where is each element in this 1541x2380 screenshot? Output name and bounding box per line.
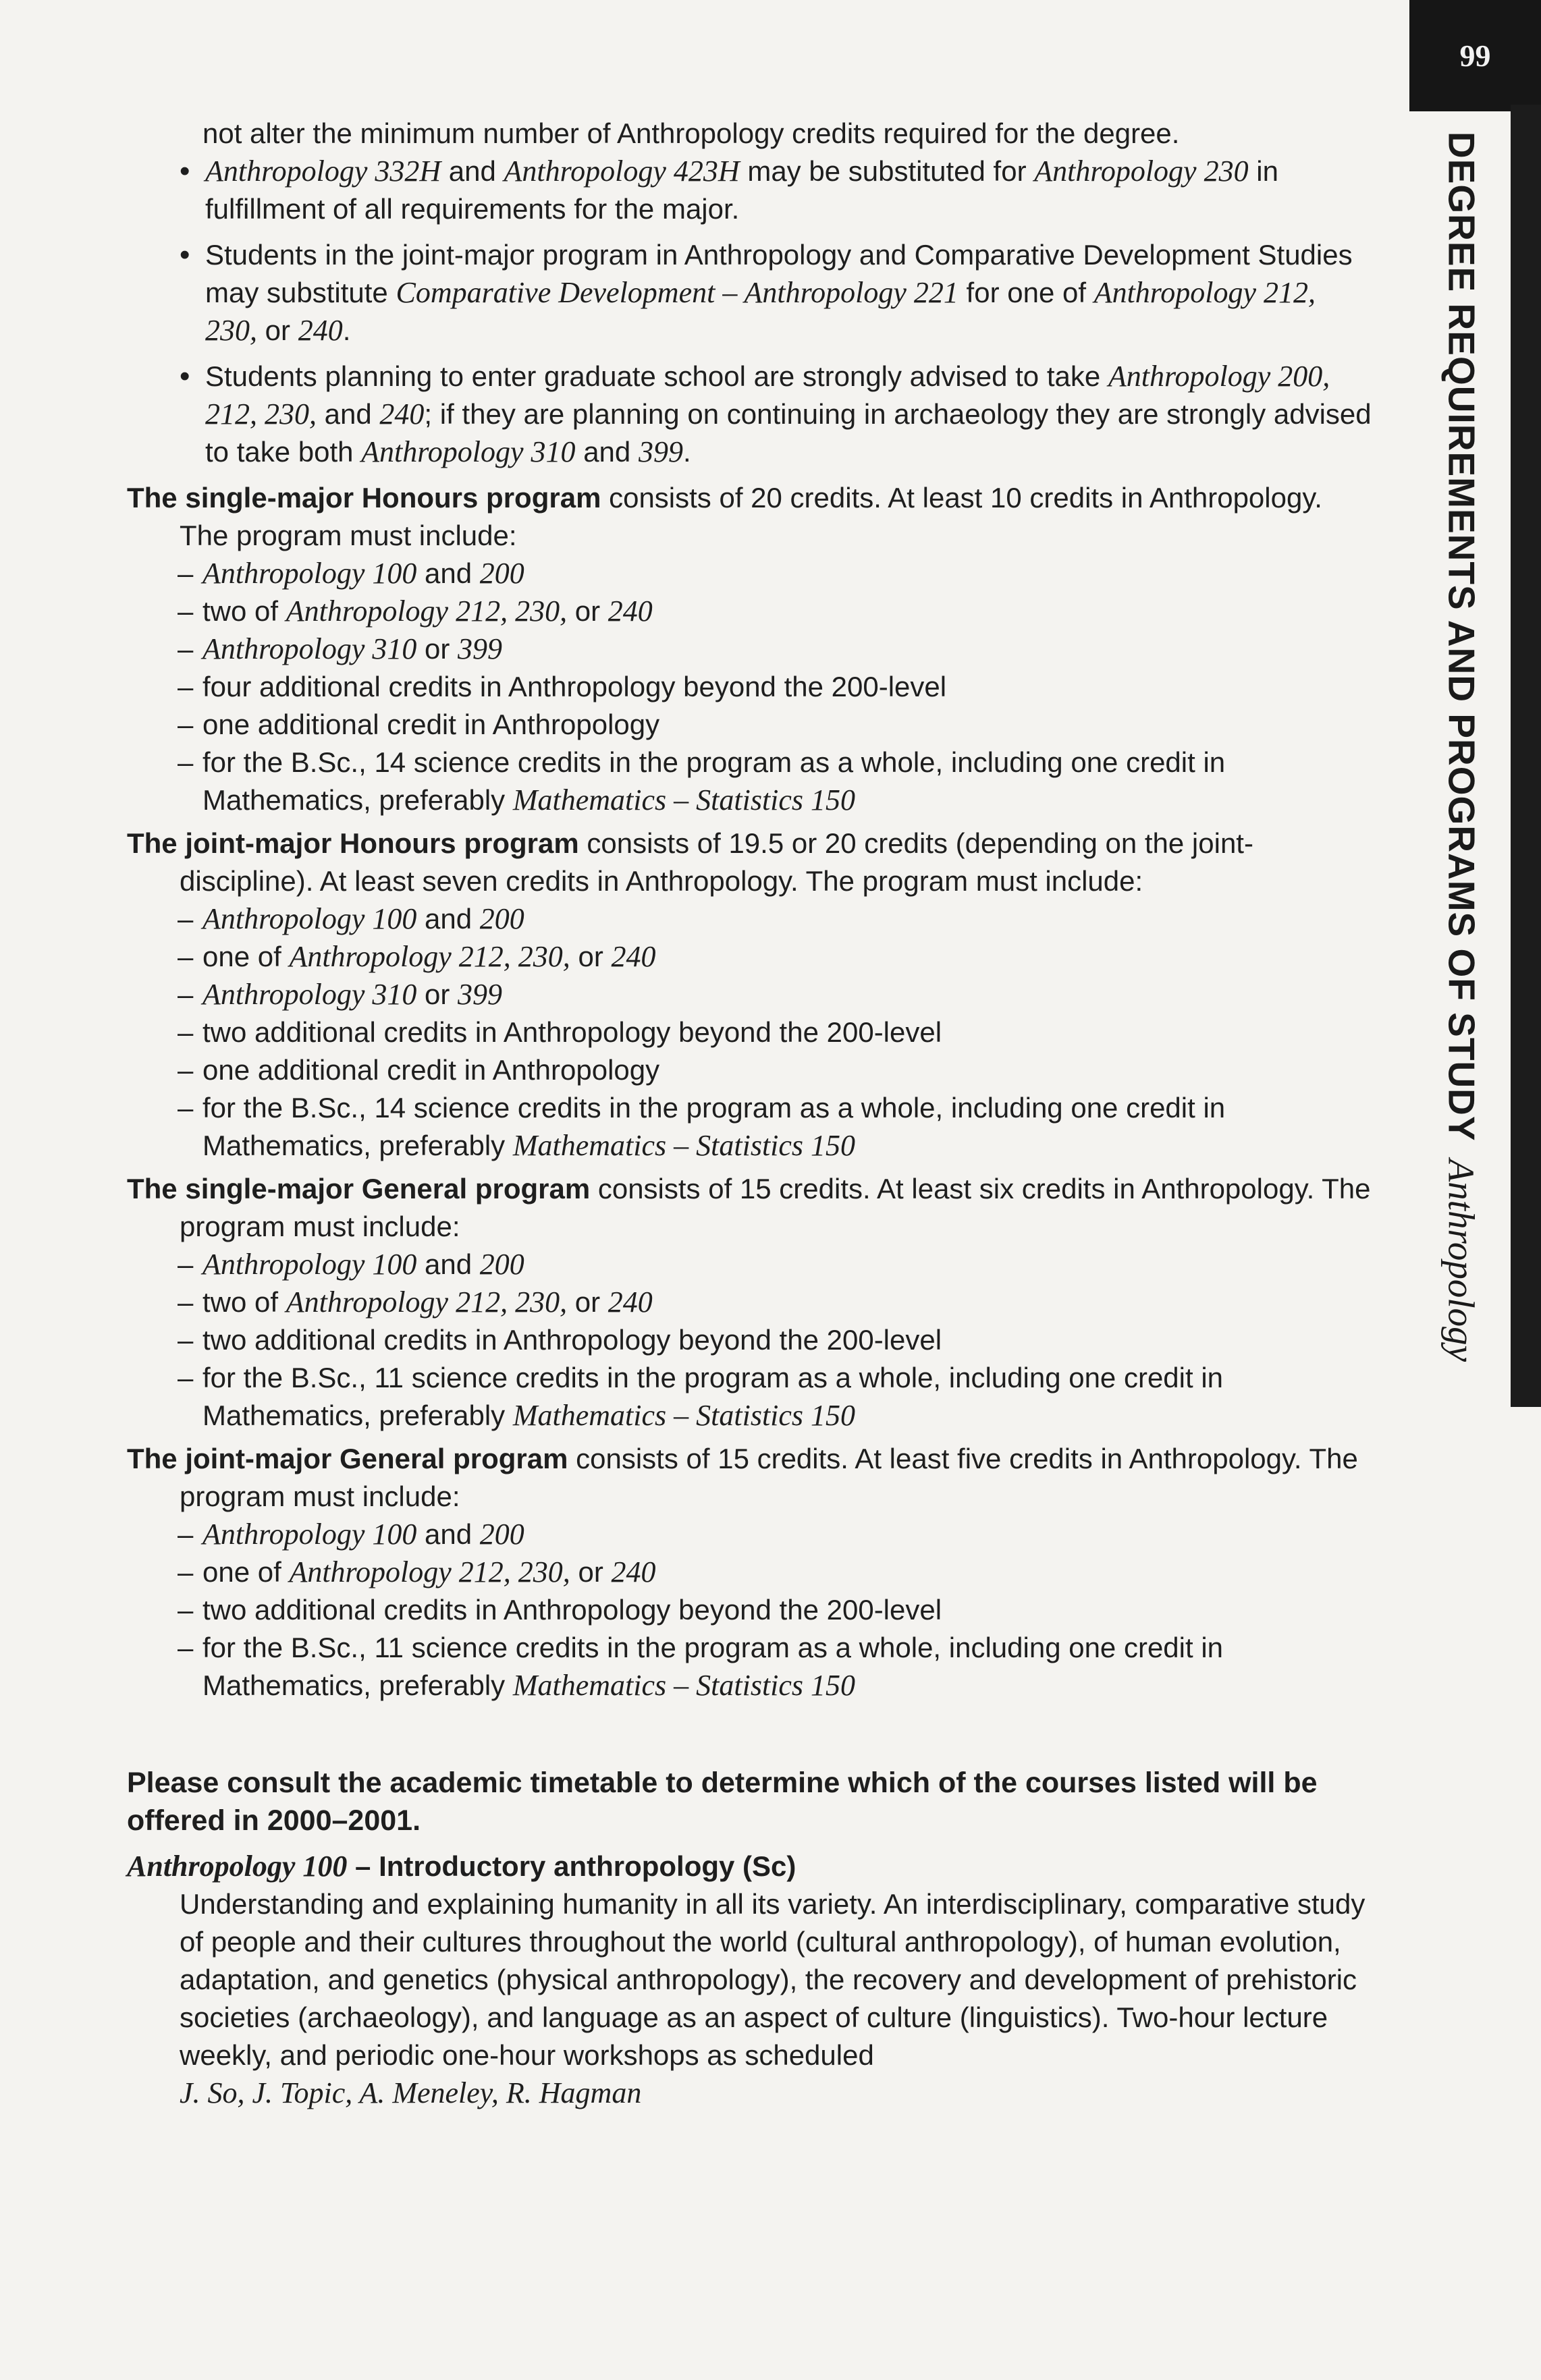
requirement-item: – for the B.Sc., 14 science credits in the program as a whole, including one credit in Mathematics, preferably Mathematics – Statistics 150	[127, 744, 1372, 819]
requirement-item: – one of Anthropology 212, 230, or 240	[127, 938, 1372, 976]
requirement-item: – one of Anthropology 212, 230, or 240	[127, 1553, 1372, 1591]
program-single-major-general: The single-major General program consists of 15 credits. At least six credits in Anthropology. The program must include:	[127, 1173, 1371, 1242]
bullet-item: • Anthropology 332H and Anthropology 423H may be substituted for Anthropology 230 in fulfillment of all requirements for the major.	[127, 153, 1372, 228]
page-content	[127, 115, 1372, 2112]
bullet-item: • Students in the joint-major program in Anthropology and Comparative Development Studies may substitute Comparative Development – Anthropology 221 for one of Anthropology 212, 230, or 240.	[127, 236, 1372, 350]
running-head	[1438, 132, 1486, 1362]
requirement-item: – for the B.Sc., 11 science credits in the program as a whole, including one credit in Mathematics, preferably Mathematics – Statistics 150	[127, 1359, 1372, 1435]
course-description: Understanding and explaining humanity in all its variety. An interdisciplinary, comparative study of people and their cultures throughout the world (cultural anthropology), of human evolution, adaptation, and genetics (physical anthropology), the recovery and development of prehistoric societies (archaeology), and language as an aspect of culture (linguistics). Two-hour lecture weekly, and periodic one-hour workshops as scheduled	[180, 1888, 1366, 2071]
requirement-item: – two of Anthropology 212, 230, or 240	[127, 592, 1372, 630]
running-head-subject: Anthropology	[1440, 1159, 1482, 1362]
course-title: Anthropology 100 – Introductory anthropology (Sc)	[127, 1850, 796, 1883]
requirement-item: – Anthropology 100 and 200	[127, 1246, 1372, 1283]
course-instructors: J. So, J. Topic, A. Meneley, R. Hagman	[180, 2076, 642, 2109]
requirement-item: – Anthropology 310 or 399	[127, 630, 1372, 668]
program-joint-major-honours: The joint-major Honours program consists of 19.5 or 20 credits (depending on the joint-discipline). At least seven credits in Anthropology. The program must include:	[127, 827, 1253, 897]
running-head-section: DEGREE REQUIREMENTS AND PROGRAMS OF STUDY	[1440, 132, 1483, 1142]
page-number: 99	[1409, 0, 1541, 111]
requirement-item: – Anthropology 100 and 200	[127, 900, 1372, 938]
requirement-item: – one additional credit in Anthropology	[127, 706, 1372, 744]
requirement-item: – four additional credits in Anthropology beyond the 200-level	[127, 668, 1372, 706]
requirement-item: – two of Anthropology 212, 230, or 240	[127, 1283, 1372, 1321]
requirement-item: – two additional credits in Anthropology beyond the 200-level	[127, 1014, 1372, 1051]
program-joint-major-general: The joint-major General program consists of 15 credits. At least five credits in Anthropology. The program must include:	[127, 1443, 1358, 1512]
continuation-text: not alter the minimum number of Anthropology credits required for the degree.	[202, 117, 1180, 149]
side-bar	[1511, 105, 1541, 1407]
program-single-major-honours: The single-major Honours program consists of 20 credits. At least 10 credits in Anthropology. The program must include:	[127, 482, 1322, 551]
timetable-notice: Please consult the academic timetable to determine which of the courses listed will be offered in 2000–2001.	[127, 1767, 1318, 1837]
requirement-item: – two additional credits in Anthropology beyond the 200-level	[127, 1591, 1372, 1629]
requirement-item: – Anthropology 100 and 200	[127, 1516, 1372, 1553]
requirement-item: – one additional credit in Anthropology	[127, 1051, 1372, 1089]
requirement-item: – Anthropology 310 or 399	[127, 976, 1372, 1014]
requirement-item: – for the B.Sc., 14 science credits in the program as a whole, including one credit in Mathematics, preferably Mathematics – Statistics 150	[127, 1089, 1372, 1165]
requirement-item: – for the B.Sc., 11 science credits in the program as a whole, including one credit in Mathematics, preferably Mathematics – Statistics 150	[127, 1629, 1372, 1705]
bullet-item: • Students planning to enter graduate school are strongly advised to take Anthropology 200, 212, 230, and 240; if they are planning on continuing in archaeology they are strongly advised to take both Anthropology 310 and 399.	[127, 358, 1372, 471]
requirement-item: – two additional credits in Anthropology beyond the 200-level	[127, 1321, 1372, 1359]
requirement-item: – Anthropology 100 and 200	[127, 555, 1372, 592]
